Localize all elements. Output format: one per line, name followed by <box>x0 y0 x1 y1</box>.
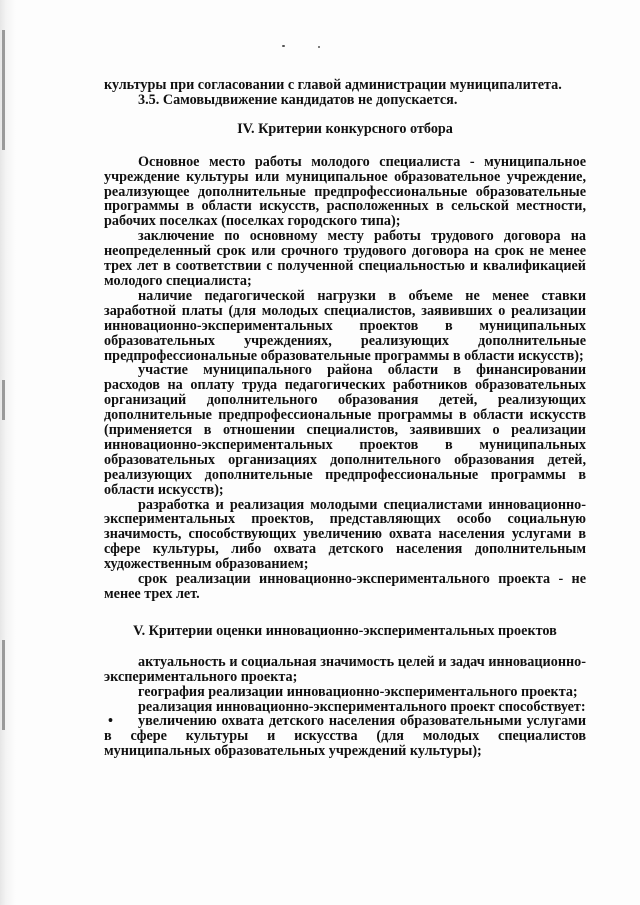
paragraph-continuation: культуры при согласовании с главой администрации муниципалитета. <box>104 77 562 93</box>
scan-edge-shadow <box>0 0 16 905</box>
bullet-marker: • <box>108 713 113 730</box>
criterion-item: Основное место работы молодого специалиста - муниципальное учреждение культуры или муниципальное образовательное учреждение, реализующее дополнительные предпрофессиональные образовательные программы в области искусств, расположенных в сельской местности, рабочих поселках (поселках городского типа); <box>104 153 586 230</box>
scan-edge-mark <box>2 30 5 150</box>
evaluation-item: актуальность и социальная значимость целей и задач инновационно-экспериментального проекта; <box>104 653 586 685</box>
criterion-item: участие муниципального района области в финансировании расходов на оплату труда педагогических работников образовательных организаций дополнительного образования детей, реализующих дополнительные предпрофессиональные программы в области искусств (применяется в отношении специалистов, заявивших о реализации инновационно-экспериментальных проектов в муниципальных образовательных организациях дополнительного образования детей, реализующих дополнительные предпрофессиональные программы в области искусств); <box>104 362 586 498</box>
bullet-item-text: увеличению охвата детского населения образовательными услугами в сфере культуры и искусства (для молодых специалистов муниципальных образовательных учреждений культуры); <box>104 713 586 760</box>
criterion-item: наличие педагогической нагрузки в объеме не менее ставки заработной платы (для молодых специалистов, заявивших о реализации инновационно-экспериментальных проектов в муниципальных образовательных учреждениях, реализующих дополнительные предпрофессиональные образовательные программы в области искусств); <box>104 287 586 364</box>
scan-edge-mark <box>2 380 5 420</box>
criterion-item: срок реализации инновационно-экспериментального проекта - не менее трех лет. <box>104 571 586 602</box>
paragraph-self-nomination: 3.5. Самовыдвижение кандидатов не допускается. <box>138 91 458 108</box>
criterion-item: заключение по основному месту работы трудового договора на неопределенный срок или срочного трудового договора на срок не менее трех лет в соответствии с полученной специальностью и квалификацией молодого специалиста; <box>104 228 586 289</box>
evaluation-item: реализация инновационно-экспериментального проект способствует: <box>138 698 586 715</box>
section-5-title: V. Критерии оценки инновационно-экспериментальных проектов <box>133 622 557 639</box>
document-body <box>104 78 586 759</box>
section-4-title: IV. Критерии конкурсного отбора <box>237 120 453 137</box>
scan-edge-mark <box>2 640 5 730</box>
evaluation-item: география реализации инновационно-экспериментального проекта; <box>138 683 578 700</box>
criterion-item: разработка и реализация молодыми специалистами инновационно-экспериментальных проектов, представляющих особо социальную значимость, способствующих увеличению охвата населения услугами в сфере культуры, либо охвата детского населения дополнительным художественным образованием; <box>104 496 586 573</box>
bullet-item <box>104 714 586 759</box>
scan-speck <box>282 45 285 47</box>
scan-speck <box>318 46 320 48</box>
